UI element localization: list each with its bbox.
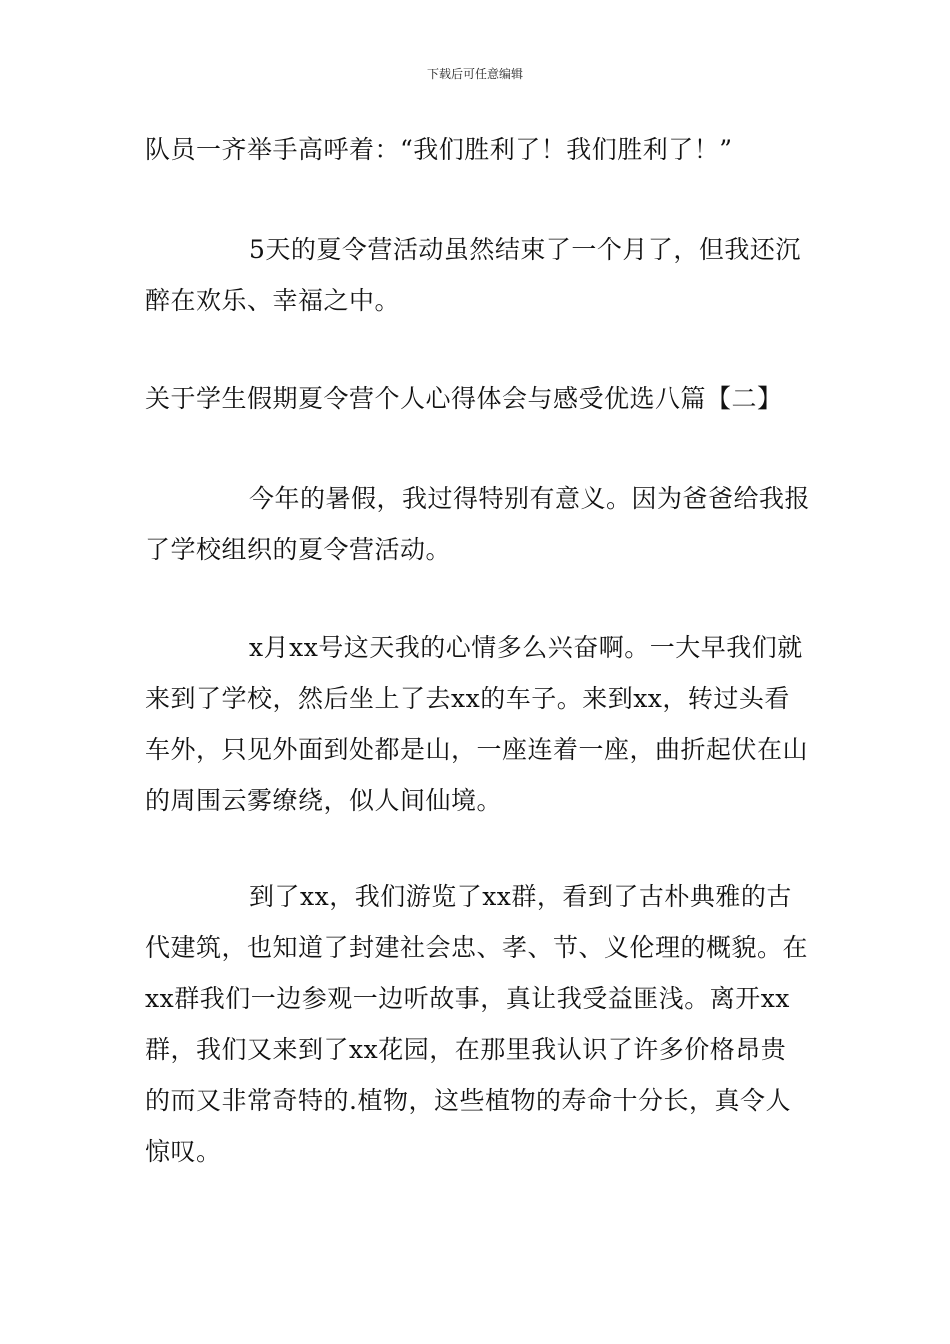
paragraph-5 — [145, 871, 810, 1177]
paragraph-4 — [145, 622, 810, 826]
paragraph-3 — [145, 473, 810, 575]
paragraph-text: 今年的暑假，我过得特别有意义。因为爸爸给我报了学校组织的夏令营活动。 — [145, 484, 811, 564]
page-header: 下载后可任意编辑 — [426, 67, 523, 81]
paragraph-text: 队员一齐举手高呼着：“我们胜利了！我们胜利了！” — [145, 135, 733, 164]
paragraph-text: 5天的夏令营活动虽然结束了一个月了，但我还沉醉在欢乐、幸福之中。 — [145, 235, 801, 315]
section-heading — [145, 373, 810, 424]
paragraph-2 — [145, 224, 810, 326]
paragraph-text: x月xx号这天我的心情多么兴奋啊。一大早我们就来到了学校，然后坐上了去xx的车子。来到xx，转过头看车外，只见外面到处都是山，一座连着一座，曲折起伏在山的周围云雾缭绕，似人间仙境。 — [145, 633, 809, 815]
section-heading-text: 关于学生假期夏令营个人心得体会与感受优选八篇【二】 — [145, 384, 783, 413]
paragraph-1 — [145, 124, 810, 175]
paragraph-text: 到了xx，我们游览了xx群，看到了古朴典雅的古代建筑，也知道了封建社会忠、孝、节、义伦理的概貌。在xx群我们一边参观一边听故事，真让我受益匪浅。离开xx群，我们又来到了xx花园，在那里我认识了许多价格昂贵的而又非常奇特的.植物，这些植物的寿命十分长，真令人惊叹。 — [145, 882, 809, 1166]
